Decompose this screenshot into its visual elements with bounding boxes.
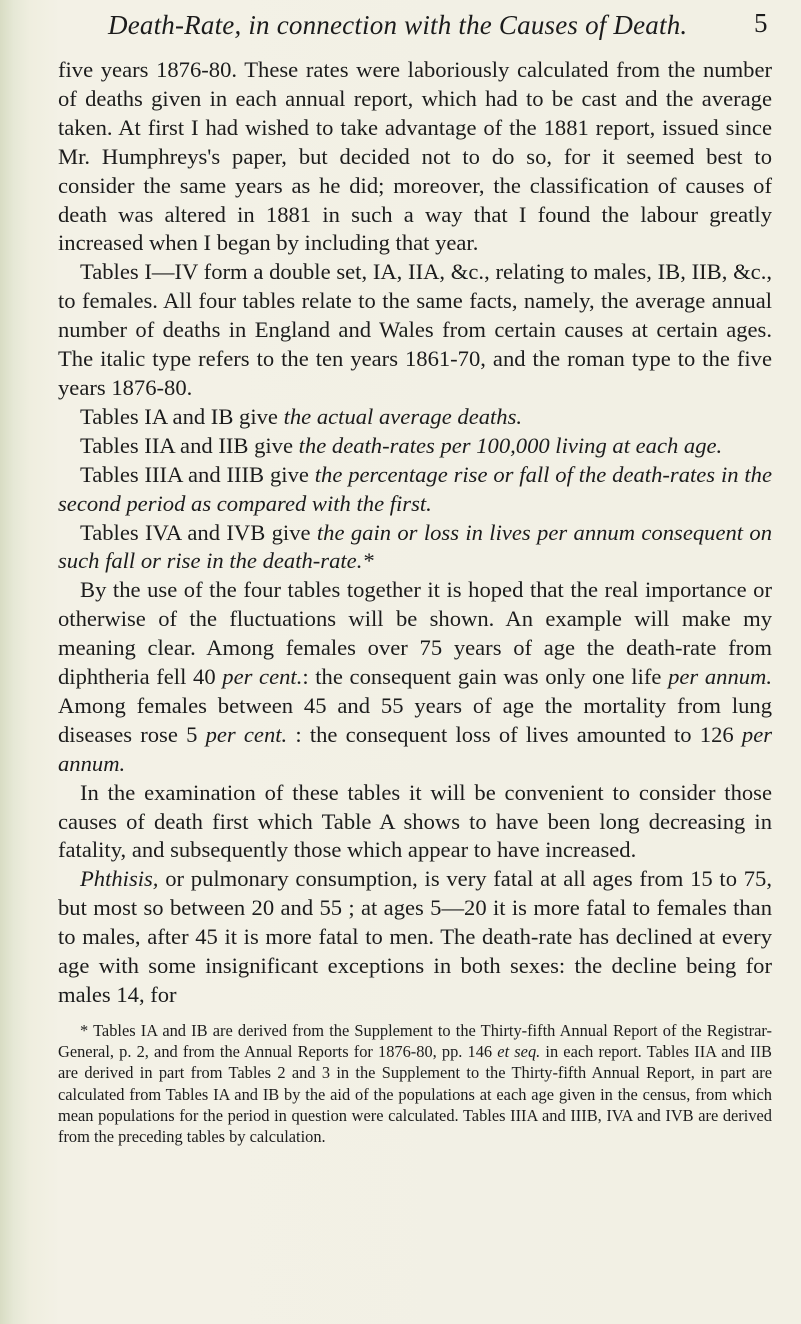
page-number: 5 bbox=[754, 8, 768, 38]
footnote-italic: et seq. bbox=[497, 1042, 541, 1062]
paragraph-1: five years 1876-80. These rates were laboriously calculated from the number of deaths given in each annual report, which had to be cast and the average taken. At first I had wished to take advantage of the 1881 report, issued since Mr. Humphreys's paper, but decided not to do so, for it seemed best to consider the same years as he did; moreover, the classification of causes of death was altered in 1881 in such a way that I found the labour greatly increased when I began by including that year. bbox=[58, 57, 772, 256]
paragraph-6-lead: Tables IVA and IVB give bbox=[80, 519, 317, 545]
paragraph-9-italic: Phthisis, bbox=[80, 866, 159, 892]
footnote bbox=[58, 1020, 772, 1147]
paragraph-7-italic-f: per cent. bbox=[205, 721, 288, 747]
paragraph-5-italic: the percentage rise or fall of the death-rates in the second period as compared with the first. bbox=[58, 461, 772, 516]
paragraph-9 bbox=[58, 865, 772, 1010]
paragraph-7-text-g: : the consequent loss of lives amounted to 126 bbox=[287, 721, 742, 747]
paragraph-3-lead: Tables IA and IB give bbox=[80, 403, 284, 429]
page-header bbox=[0, 4, 801, 48]
paragraph-5 bbox=[58, 461, 772, 519]
paragraph-7-italic-d: per annum. bbox=[668, 664, 773, 690]
paragraph-7-text-c: : the consequent gain was only one life bbox=[302, 664, 669, 690]
paragraph-7 bbox=[58, 576, 772, 778]
paragraph-9-rest: or pulmonary consumption, is very fatal at all ages from 15 to 75, but most so between 20 and 55 ; at ages 5—20 it is more fatal to females than to males, after 45 it is more fatal to men. The death-rate has declined at every age with some insignificant exceptions in both sexes: the decline being for males 14, for bbox=[58, 866, 772, 1007]
paragraph-7-italic-h: per annum. bbox=[58, 721, 773, 776]
footnote-text bbox=[58, 1020, 772, 1147]
paragraph-6 bbox=[58, 519, 772, 577]
paragraph-3 bbox=[58, 403, 772, 432]
paragraph-7-text-a: By the use of the four tables together it is hoped that the real importance or otherwise of the fluctuations will be shown. An example will make my meaning clear. Among females over 75 years of age the death-rate from diphtheria fell 40 bbox=[58, 577, 772, 690]
paragraph-7-italic-b: per cent. bbox=[222, 664, 303, 690]
paragraph-4-lead: Tables IIA and IIB give bbox=[80, 432, 299, 458]
paragraph-7-text-e: Among females between 45 and 55 years of age the mortality from lung diseases rose 5 bbox=[58, 692, 772, 747]
footnote-text-a: * Tables IA and IB are derived from the Supplement to the Thirty-fifth Annual Report of the Registrar-General, p. 2, and from the Annual Reports for 1876-80, pp. 146 bbox=[58, 1021, 772, 1062]
paragraph-4 bbox=[58, 432, 772, 461]
footnote-text-c: in each report. Tables IIA and IIB are derived in part from Tables 2 and 3 in the Supplement to the Thirty-fifth Annual Report, in part are calculated from Tables IA and IB by the aid of the populations at each age given in the census, from which mean populations for the period in question were calculated. Tables IIIA and IIIB, IVA and IVB are derived from the preceding tables by calculation. bbox=[58, 1042, 772, 1147]
body-text bbox=[58, 56, 772, 1010]
paragraph-6-italic: the gain or loss in lives per annum consequent on such fall or rise in the death-rate.* bbox=[58, 519, 772, 574]
paragraph-5-lead: Tables IIIA and IIIB give bbox=[80, 461, 315, 487]
running-title: Death-Rate, in connection with the Causes of Death. bbox=[108, 10, 688, 40]
paragraph-2: Tables I—IV form a double set, IA, IIA, &c., relating to males, IB, IIB, &c., to females. All four tables relate to the same facts, namely, the average annual number of deaths in England and Wales from certain causes at certain ages. The italic type refers to the ten years 1861-70, and the roman type to the five years 1876-80. bbox=[58, 259, 772, 400]
paragraph-8: In the examination of these tables it will be convenient to consider those causes of death first which Table A shows to have been long decreasing in fatality, and subsequently those which appear to have increased. bbox=[58, 779, 772, 863]
paragraph-4-italic: the death-rates per 100,000 living at each age. bbox=[298, 432, 723, 458]
paragraph-3-italic: the actual average deaths. bbox=[283, 403, 523, 429]
